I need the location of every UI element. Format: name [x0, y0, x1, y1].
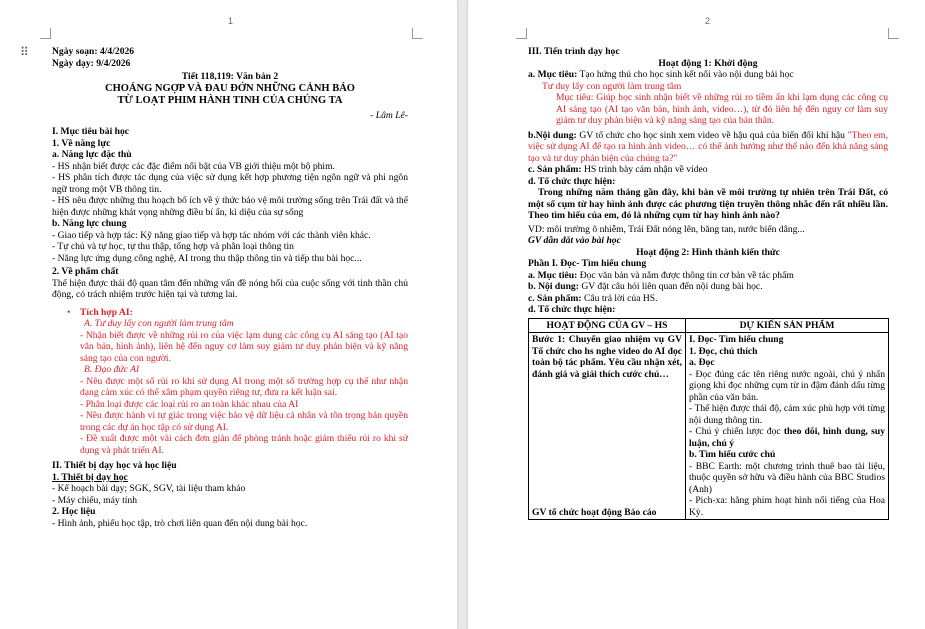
activity-table	[528, 318, 889, 521]
paragraph: Tạo hứng thú cho học sinh kết nối vào nội dung bài học	[579, 69, 794, 80]
label: c. Sản phẩm:	[528, 292, 582, 304]
red-note: Mục tiêu: Giúp học sinh nhận biết về những rủi ro tiềm ẩn khi lạm dụng các công cụ AI sáng tạo (AI tạo văn bản, hình ảnh, video…), từ đó liên hệ đến nguy cơ làm suy giảm tư duy phản biện và kỹ năng sáng tạo của bản thân.	[556, 92, 888, 126]
paragraph: Câu trả lời của HS.	[583, 292, 658, 304]
label: a. Mục tiêu:	[528, 269, 578, 281]
table-cell-teacher	[529, 333, 686, 520]
label: d. Tổ chức thực hiện:	[528, 175, 616, 187]
section-heading: III. Tiến trình dạy học	[528, 46, 620, 57]
paragraph: - Nhận biết được về những rủi ro của việc lạm dụng các công cụ AI sáng tạo (AI tạo văn bản, hình ảnh), liên hệ đến nguy cơ làm suy giảm tư duy phản biện và kỹ năng sáng tạo của con người.	[80, 329, 408, 364]
paragraph: - Phân loại được các loại rủi ro an toàn khác nhau của AI	[80, 398, 299, 410]
paragraph: GV dẫn dắt vào bài học	[528, 235, 621, 246]
table-header: DỰ KIẾN SẢN PHẨM	[686, 318, 889, 333]
label: b.Nội dung:	[528, 129, 577, 141]
subsection-heading: Phần I. Đọc- Tìm hiểu chung	[528, 258, 647, 269]
paragraph: - HS nhận biết được các đặc điểm nổi bật của VB giới thiệu một bộ phim.	[52, 160, 335, 172]
label: c. Sản phẩm:	[528, 164, 582, 175]
paragraph: - HS phân tích được tác dụng của việc sử dụng kết hợp phương tiện ngôn ngữ và phi ngôn ngữ trong một VB thông tin.	[52, 172, 408, 195]
paragraph: 1. Đọc, chú thích	[689, 345, 758, 357]
paragraph: - Thể hiện được thái độ, cảm xúc phù hợp với từng nội dung thông tin.	[689, 403, 885, 426]
paragraph: - Chú ý chiến lược đọc	[689, 426, 781, 437]
section-heading: II. Thiết bị dạy học và học liệu	[52, 460, 177, 471]
page-2-content	[528, 46, 888, 520]
paragraph: b. Tìm hiểu cước chú	[689, 449, 776, 460]
crop-mark	[888, 28, 899, 39]
crop-mark	[412, 28, 423, 39]
subsection-heading: a. Năng lực đặc thù	[52, 149, 132, 160]
label: b. Nội dung:	[528, 281, 579, 292]
paragraph: Bước 1: Chuyển giao nhiệm vụ GV Tổ chức cho hs nghe video do AI đọc toàn bộ tác phẩm. Yêu cầu nhận xét, đánh giá và giải thích cước chú…	[532, 334, 682, 380]
bullet-icon: •	[67, 306, 71, 318]
subsection-heading: 2. Về phẩm chất	[52, 266, 119, 277]
prep-date: Ngày soạn: 4/4/2026	[52, 46, 135, 57]
paragraph: - Hình ảnh, phiếu học tập, trò chơi liên quan đến nội dung bài học.	[52, 517, 308, 529]
crop-mark	[40, 28, 51, 39]
paragraph: VD: môi trường ô nhiễm, Trái Đất nóng lên, băng tan, nước biển dâng...	[528, 223, 805, 235]
ai-subheading: A. Tư duy lấy con người làm trung tâm	[84, 318, 234, 329]
paragraph: - Pich-xa: hãng phim hoạt hình nổi tiếng của Hoa Kỳ.	[689, 495, 885, 518]
paragraph: - HS nêu được những thu hoạch bổ ích về ý thức bảo vệ môi trường sống trên Trái đất và thể hiện được những khát vọng những điều bí ẩn, kì diệu của sự sống	[52, 195, 408, 218]
document-title-line1: CHOÁNG NGỢP VÀ ĐAU ĐỚN NHỮNG CẢNH BÁO	[105, 82, 355, 94]
drag-handle-icon[interactable]: ⠿	[20, 45, 27, 59]
paragraph: - Kế hoạch bài dạy; SGK, SGV, tài liệu tham khảo	[52, 483, 246, 494]
red-note: "Theo em, việc sử dụng AI để tạo ra hình ảnh video… có thể ảnh hưởng như thế nào đến khả năng sáng tạo và tư duy phản biện của chúng ta?"	[528, 129, 889, 164]
paragraph: - BBC Earth: một chương trình thuê bao tài liệu, thuộc quyền sở hữu và điều hành của BBC Studios (Anh)	[689, 460, 885, 495]
ai-subheading: B. Đạo đức AI	[84, 364, 140, 375]
paragraph: HS trình bày cảm nhận về video	[583, 164, 708, 175]
label: a. Mục tiêu:	[528, 69, 578, 80]
activity-heading: Hoạt động 1: Khởi động	[658, 57, 758, 69]
document-page-2	[468, 0, 925, 629]
paragraph: theo dõi, hình dung, suy luận, chú ý	[689, 426, 885, 449]
paragraph: a. Đọc	[689, 357, 715, 368]
paragraph: - Giao tiếp và hợp tác: Kỹ năng giao tiếp và hợp tác nhóm với các thành viên khác.	[52, 229, 371, 241]
paragraph: GV tổ chức hoạt động Báo cáo	[532, 506, 657, 518]
lesson-title: Tiết 118,119: Văn bản 2	[181, 71, 279, 82]
section-heading: I. Mục tiêu bài học	[52, 126, 130, 137]
page-number: 2	[705, 16, 711, 26]
ai-integration-block	[52, 307, 408, 457]
author: - Lâm Lê-	[370, 109, 408, 121]
paragraph: Trong những năm tháng gần đây, khi bàn về môi trường tự nhiên trên Trái Đất, có một số cụm từ hay hình ảnh được các phương tiện truyền thông nhắc đến rất nhiều lần. Theo tìm hiểu của em, đó là những cụm từ hay hình ảnh nào?	[528, 187, 888, 221]
paragraph: - Tự chủ và tự học, tự thu thập, tổng hợp và phân loại thông tin	[52, 241, 294, 252]
teach-date: Ngày dạy: 9/4/2026	[52, 57, 131, 69]
paragraph: Đọc văn bản và nắm được thông tin cơ bản về tác phẩm	[579, 269, 794, 281]
document-page-1	[0, 0, 457, 629]
paragraph: - Nêu được một số rủi ro khi sử dụng AI trong một số trường hợp cụ thể như nhận dạng cảm xúc có thể xâm phạm quyền riêng tư, đưa ra kết luận sai.	[80, 375, 408, 398]
paragraph: GV tổ chức cho học sinh xem video về hậu quả của biến đổi khí hậu	[579, 129, 845, 141]
paragraph: - Năng lực ứng dụng công nghệ, AI trong thu thập thông tin và tiếp thu bài học...	[52, 252, 362, 264]
document-title-line2: TỪ LOẠT PHIM HÀNH TINH CỦA CHÚNG TA	[117, 94, 343, 106]
paragraph: Thể hiện được thái độ quan tâm đến những vấn đề nóng hổi của cuộc sống với tinh thần chủ động, có trách nhiệm trước hiện tại và tương lai.	[52, 277, 408, 300]
paragraph: - Đọc đúng các tên riêng nước ngoài, chú ý nhấn giọng khi đọc những cụm từ in đậm đánh dấu từng phần của văn bản.	[689, 368, 885, 403]
activity-heading: Hoạt động 2: Hình thành kiến thức	[636, 246, 780, 258]
paragraph: I. Đọc- Tìm hiểu chung	[689, 334, 784, 345]
table-header: HOẠT ĐỘNG CỦA GV – HS	[529, 318, 686, 333]
red-note: Tư duy lấy con người làm trung tâm	[542, 80, 682, 92]
label: d. Tổ chức thực hiện:	[528, 304, 616, 315]
subsection-heading: b. Năng lực chung	[52, 218, 127, 229]
ai-heading: Tích hợp AI:	[80, 306, 133, 318]
table-cell-product	[686, 333, 889, 520]
subsection-heading: 2. Học liệu	[52, 506, 96, 517]
crop-mark	[516, 28, 527, 39]
paragraph: - Đề xuất được một vài cách đơn giản để phòng tránh hoặc giảm thiểu rủi ro khi sử dụng và phát triển AI.	[80, 433, 408, 456]
subsection-heading: 1. Thiết bị dạy học	[52, 471, 128, 483]
subsection-heading: 1. Về năng lực	[52, 137, 111, 149]
paragraph: - Máy chiếu, máy tính	[52, 494, 137, 506]
page-1-content	[52, 46, 408, 529]
paragraph: - Nêu được hành vi tự giác trong việc bảo vệ dữ liệu cá nhân và tôn trọng bản quyền trong các dự án học tập có sử dụng AI.	[80, 410, 408, 433]
page-number: 1	[228, 16, 234, 26]
paragraph: GV đặt câu hỏi liên quan đến nội dung bài học.	[581, 281, 763, 292]
